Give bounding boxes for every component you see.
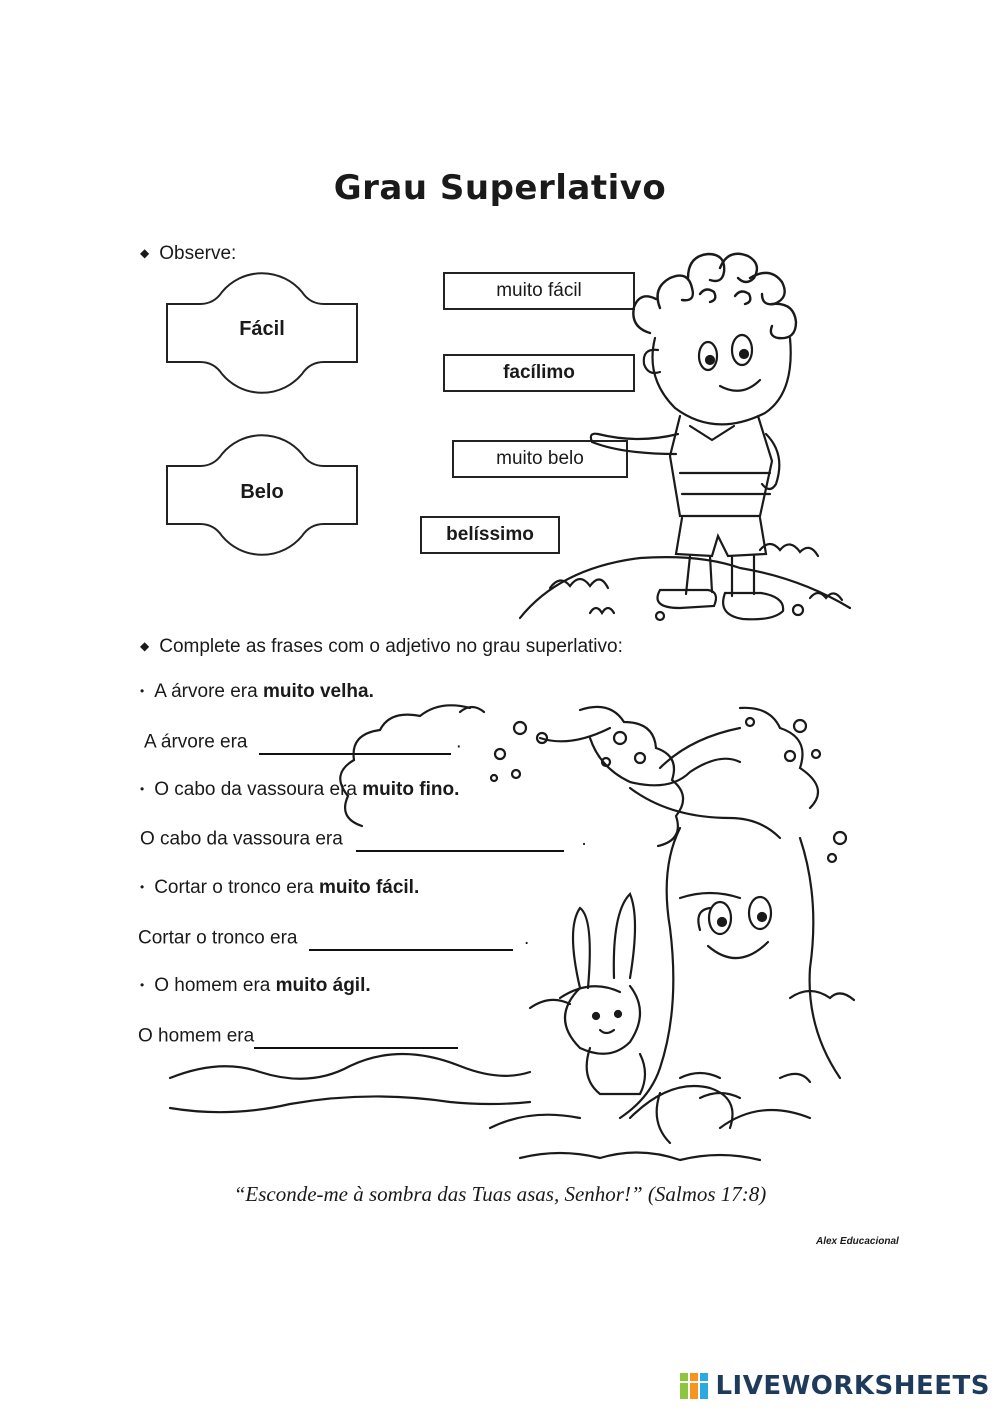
bullet-icon: • (140, 978, 145, 992)
observe-label: Observe: (159, 243, 237, 264)
exercise-1-emphasis: muito velha (262, 681, 369, 702)
exercise-3-emphasis: muito fácil (318, 877, 414, 898)
box-muito-facil: muito fácil (443, 272, 635, 310)
exercise-3-sentence: • Cortar o tronco era muito fácil. (140, 877, 420, 898)
brand-text: LIVEWORKSHEETS (715, 1371, 990, 1401)
shape-label-facil: Fácil (239, 318, 285, 340)
hair-curls (633, 254, 796, 338)
shape-label-belo: Belo (240, 481, 284, 503)
liveworksheets-brand (679, 1371, 990, 1401)
box-muito-belo: muito belo (452, 440, 628, 478)
box-facilimo: facílimo (443, 354, 635, 392)
exercise-2-answer-prefix: O cabo da vassoura era (140, 828, 343, 850)
exercise-2-emphasis: muito fino (362, 779, 455, 800)
liveworksheets-logo-icon (679, 1372, 709, 1400)
exercise-4-emphasis: muito ágil (275, 975, 366, 996)
bullet-icon: • (140, 684, 145, 698)
page-title: Grau Superlativo (333, 168, 667, 208)
instruction-line (140, 636, 623, 658)
exercise-3-answer-line: Cortar o tronco era . (138, 927, 529, 951)
bullet-icon: • (140, 880, 145, 894)
bullet-icon: • (140, 782, 145, 796)
exercise-2-sentence: • O cabo da vassoura era muito fino. (140, 779, 460, 800)
exercise-1-sentence: • A árvore era muito velha. (140, 681, 374, 702)
exercise-2-answer-line: O cabo da vassoura era . (140, 828, 587, 852)
tree-illustration (160, 698, 860, 1168)
bullet-icon: ◆ (140, 639, 150, 653)
instruction-text: Complete as frases com o adjetivo no grau superlativo: (159, 636, 623, 657)
exercise-1-answer-line: A árvore era . (144, 731, 461, 755)
boy-illustration (510, 238, 870, 623)
exercise-4-sentence: • O homem era muito ágil. (140, 975, 371, 996)
exercise-1-answer-prefix: A árvore era (144, 731, 248, 753)
bullet-icon: ◆ (140, 246, 150, 260)
bible-quote: “Esconde-me à sombra das Tuas asas, Senhor!” (Salmos 17:8) (233, 1182, 767, 1206)
exercise-3-answer-prefix: Cortar o tronco era (138, 927, 298, 949)
publisher-credit: Alex Educacional (816, 1236, 899, 1247)
box-belissimo: belíssimo (420, 516, 560, 554)
exercise-4-answer-prefix: O homem era (138, 1025, 255, 1047)
